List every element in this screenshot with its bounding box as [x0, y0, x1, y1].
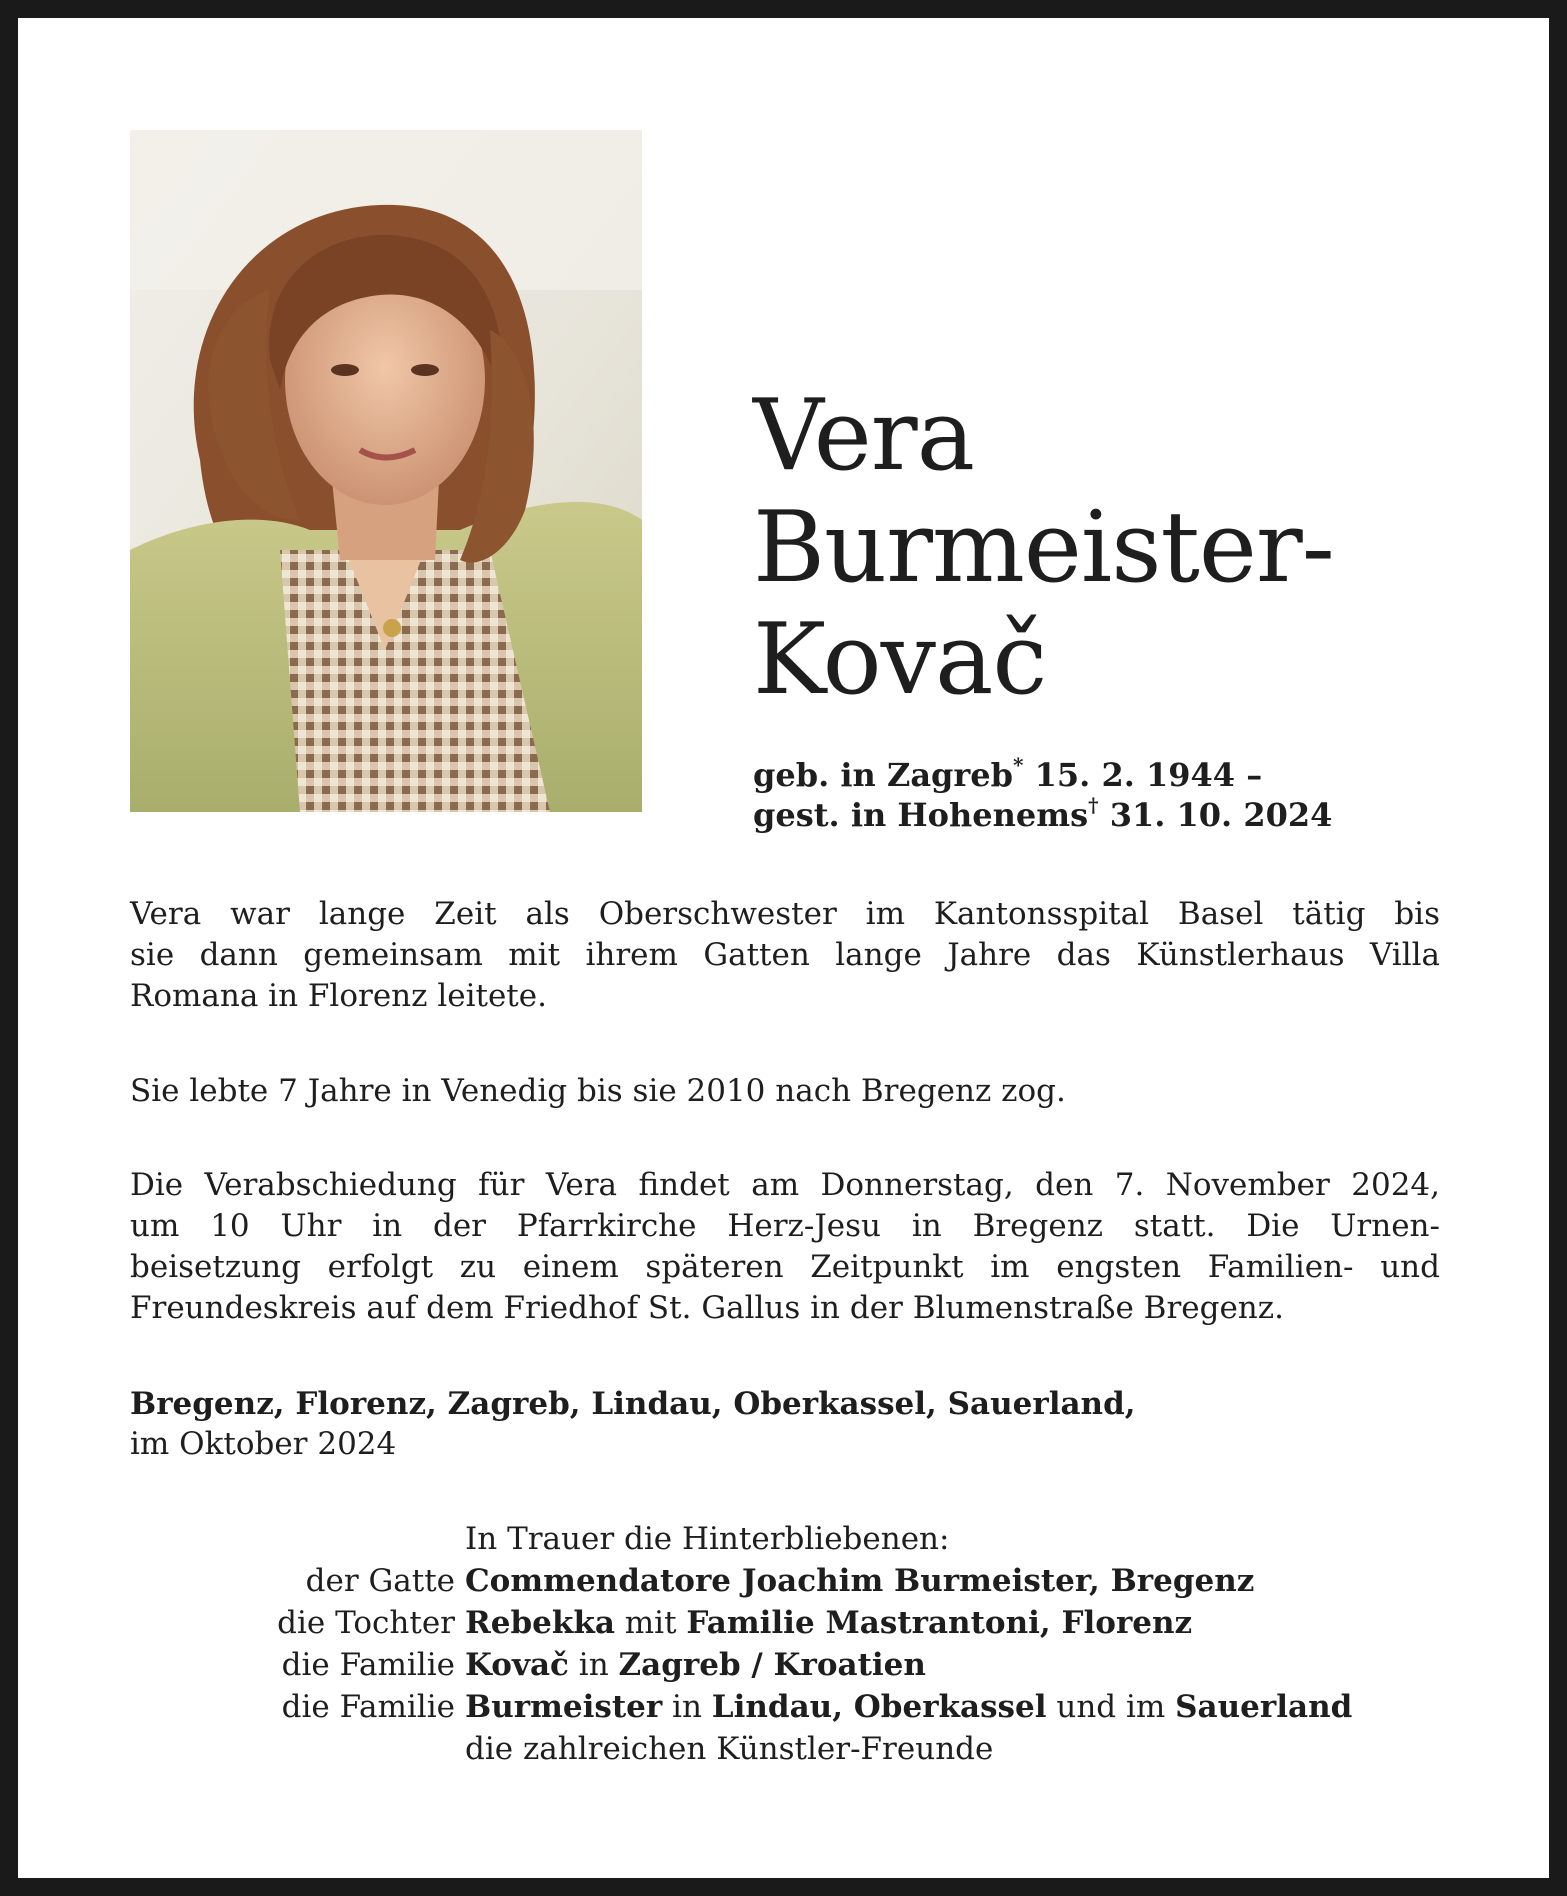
mourner-names — [465, 1728, 993, 1770]
birth-line — [753, 755, 1332, 795]
deceased-name — [753, 380, 1334, 716]
paragraph-line: beisetzung erfolgt zu einem späteren Zeitpunkt im engsten Familien- und — [130, 1249, 1440, 1285]
mourner-row — [130, 1560, 1450, 1602]
paragraph-line: Vera war lange Zeit als Oberschwester im Kantonsspital Basel tätig bis — [130, 896, 1440, 932]
mourner-name-part: in — [662, 1689, 712, 1725]
birth-star-icon: * — [1013, 753, 1024, 777]
places-and-date — [130, 1384, 1136, 1464]
mourner-role: die Familie — [281, 1647, 455, 1683]
paragraph-line: sie dann gemeinsam mit ihrem Gatten lange Jahre das Künstlerhaus Villa — [130, 937, 1440, 973]
residence-paragraph: Sie lebte 7 Jahre in Venedig bis sie 2010 nach Bregenz zog. — [130, 1073, 1066, 1109]
mourners-list — [130, 1518, 1450, 1770]
death-cross-icon: † — [1088, 793, 1099, 817]
mourner-name-part: Burmeister — [465, 1689, 663, 1725]
death-place: gest. in Hohenems — [753, 796, 1089, 834]
paragraph-line: Freundeskreis auf dem Friedhof St. Gallus in der Blumenstraße Bregenz. — [130, 1290, 1284, 1326]
mourner-row — [130, 1644, 1450, 1686]
name-line-3: Kovač — [753, 603, 1047, 717]
paragraph-line: Romana in Florenz leitete. — [130, 978, 547, 1014]
obituary-page — [18, 18, 1549, 1878]
birth-date: 15. 2. 1944 – — [1034, 756, 1263, 794]
mourner-rows — [130, 1560, 1450, 1770]
mourner-row — [130, 1728, 1450, 1770]
mourner-row — [130, 1602, 1450, 1644]
mourner-name-part: in — [568, 1647, 619, 1683]
mourner-role — [130, 1728, 465, 1770]
paragraph-line: um 10 Uhr in der Pfarrkirche Herz-Jesu in Bregenz statt. Die Urnen- — [130, 1208, 1440, 1244]
mourner-name-part: Sauerland — [1175, 1689, 1353, 1725]
mourner-name-part: die zahlreichen Künstler-Freunde — [465, 1731, 994, 1767]
mourner-name-part: Rebekka — [465, 1605, 615, 1641]
biography-paragraph — [130, 894, 1440, 1017]
mourners-intro-row — [130, 1518, 1450, 1560]
mourner-row — [130, 1686, 1450, 1728]
portrait-icon — [130, 130, 642, 812]
name-line-1: Vera — [753, 379, 975, 493]
mourner-role: die Familie — [281, 1689, 455, 1725]
mourner-name-part: und im — [1046, 1689, 1176, 1725]
name-line-2: Burmeister- — [753, 491, 1334, 605]
mourner-names — [465, 1644, 926, 1686]
mourner-name-part: Lindau, Oberkassel — [711, 1689, 1047, 1725]
birth-place: geb. in Zagreb — [753, 756, 1014, 794]
mourner-name-part: Commendatore Joachim Burmeister, Bregenz — [465, 1563, 1255, 1599]
mourner-name-part: mit — [614, 1605, 687, 1641]
mourner-name-part: Zagreb / Kroatien — [618, 1647, 926, 1683]
death-line — [753, 795, 1332, 835]
mourners-intro: In Trauer die Hinterbliebenen: — [465, 1521, 950, 1557]
notice-date: im Oktober 2024 — [130, 1426, 397, 1462]
mourner-names — [465, 1602, 1192, 1644]
portrait-photo — [130, 130, 642, 812]
places-list: Bregenz, Florenz, Zagreb, Lindau, Oberkassel, Sauerland, — [130, 1386, 1136, 1422]
life-dates — [753, 755, 1332, 835]
death-date: 31. 10. 2024 — [1109, 796, 1333, 834]
mourner-name-part: Kovač — [465, 1647, 569, 1683]
paragraph-line: Die Verabschiedung für Vera findet am Donnerstag, den 7. November 2024, — [130, 1167, 1440, 1203]
mourner-names — [465, 1560, 1254, 1602]
mourner-role: die Tochter — [277, 1605, 455, 1641]
mourner-role: der Gatte — [305, 1563, 455, 1599]
mourner-names — [465, 1686, 1352, 1728]
funeral-paragraph — [130, 1165, 1440, 1329]
mourner-name-part: Familie Mastrantoni, Florenz — [686, 1605, 1193, 1641]
